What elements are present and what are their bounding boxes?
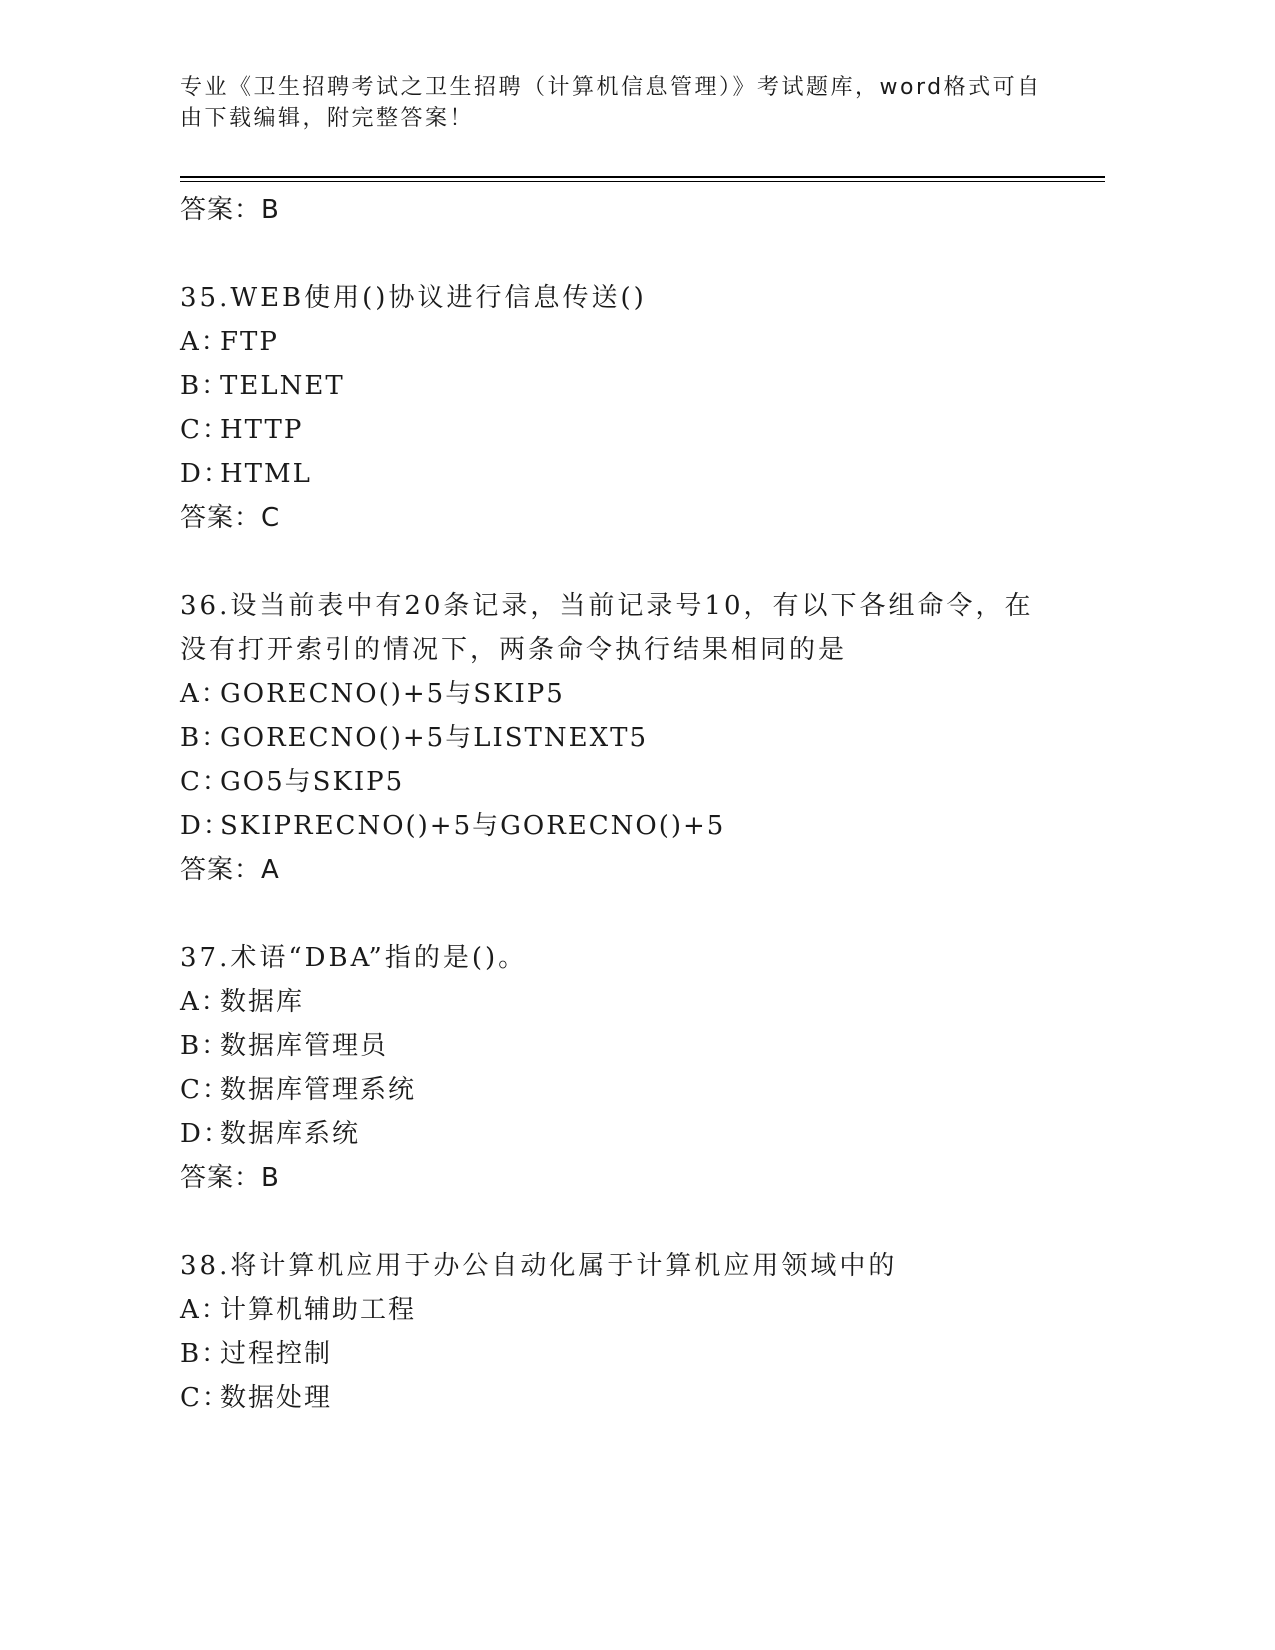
option-text: 数据库管理系统 bbox=[220, 1075, 417, 1105]
answer-line: 答案：B bbox=[180, 1163, 280, 1193]
question-list bbox=[180, 188, 1060, 1420]
option-letter: D： bbox=[180, 811, 231, 841]
option-letter: A： bbox=[180, 1295, 229, 1325]
option-letter: C： bbox=[180, 415, 230, 445]
option-letter: D： bbox=[180, 1119, 231, 1149]
option-text: 数据库管理员 bbox=[220, 1031, 389, 1061]
option-text: GORECNO()+5与LISTNEXT5 bbox=[220, 723, 649, 753]
option-letter: C： bbox=[180, 1075, 230, 1105]
option-text: SKIPRECNO()+5与GORECNO()+5 bbox=[220, 811, 726, 841]
option-a bbox=[180, 980, 1060, 1024]
option-letter: B： bbox=[180, 1031, 230, 1061]
option-letter: C： bbox=[180, 1383, 230, 1413]
option-a bbox=[180, 320, 1060, 364]
option-b bbox=[180, 364, 1060, 408]
option-a bbox=[180, 672, 1060, 716]
option-text: 数据处理 bbox=[220, 1383, 333, 1413]
option-text: 数据库系统 bbox=[220, 1119, 361, 1149]
option-c bbox=[180, 1068, 1060, 1112]
option-text: TELNET bbox=[220, 371, 345, 401]
spacer bbox=[180, 892, 1060, 936]
option-letter: B： bbox=[180, 1339, 230, 1369]
answer-line: 答案：C bbox=[180, 503, 281, 533]
option-text: HTML bbox=[220, 459, 312, 489]
spacer bbox=[180, 232, 1060, 276]
option-letter: C： bbox=[180, 767, 230, 797]
header-divider bbox=[180, 176, 1105, 178]
option-letter: B： bbox=[180, 723, 230, 753]
question-text: 38.将计算机应用于办公自动化属于计算机应用领域中的 bbox=[180, 1251, 898, 1281]
option-text: 数据库 bbox=[220, 987, 305, 1017]
document-header: 专业《卫生招聘考试之卫生招聘（计算机信息管理）》考试题库，word格式可自由下载编辑，附完整答案！ bbox=[180, 75, 1042, 131]
question-text: 35.WEB使用()协议进行信息传送() bbox=[180, 283, 647, 313]
option-letter: A： bbox=[180, 327, 229, 357]
option-text: FTP bbox=[220, 327, 279, 357]
answer-line: 答案：B bbox=[180, 195, 280, 225]
option-b bbox=[180, 1332, 1060, 1376]
question-text: 37.术语“DBA”指的是()。 bbox=[180, 943, 528, 973]
option-c bbox=[180, 760, 1060, 804]
header-divider-thin bbox=[180, 181, 1105, 182]
option-d bbox=[180, 452, 1060, 496]
option-letter: A： bbox=[180, 679, 229, 709]
option-letter: D： bbox=[180, 459, 231, 489]
option-a bbox=[180, 1288, 1060, 1332]
option-c bbox=[180, 1376, 1060, 1420]
answer-line: 答案：A bbox=[180, 855, 280, 885]
question-text: 36.设当前表中有20条记录，当前记录号10，有以下各组命令，在没有打开索引的情况下，两条命令执行结果相同的是 bbox=[180, 591, 1034, 665]
option-d bbox=[180, 804, 1060, 848]
option-c bbox=[180, 408, 1060, 452]
option-d bbox=[180, 1112, 1060, 1156]
option-text: 计算机辅助工程 bbox=[220, 1295, 417, 1325]
option-b bbox=[180, 1024, 1060, 1068]
option-text: 过程控制 bbox=[220, 1339, 333, 1369]
spacer bbox=[180, 540, 1060, 584]
option-b bbox=[180, 716, 1060, 760]
option-letter: A： bbox=[180, 987, 229, 1017]
option-text: GO5与SKIP5 bbox=[220, 767, 405, 797]
option-text: GORECNO()+5与SKIP5 bbox=[220, 679, 565, 709]
option-letter: B： bbox=[180, 371, 230, 401]
spacer bbox=[180, 1200, 1060, 1244]
option-text: HTTP bbox=[220, 415, 304, 445]
